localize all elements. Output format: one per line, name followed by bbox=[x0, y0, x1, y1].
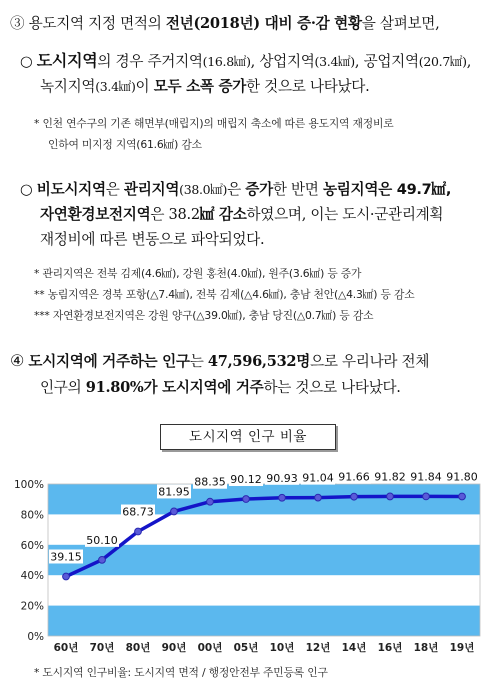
note2-text-1: 관리지역은 전북 김제(4.6㎢), 강원 홍천(4.0㎢), 원주(3.6㎢) 등 증가 bbox=[42, 267, 362, 280]
data-label-text: 91.82 bbox=[374, 470, 406, 484]
urban-text-4: , bbox=[466, 53, 472, 70]
urban-line-2 bbox=[40, 75, 369, 96]
note2-line-1 bbox=[34, 266, 361, 281]
section3-marker: ③ bbox=[10, 15, 25, 32]
section4-line-2 bbox=[40, 376, 401, 397]
section4-bold-1: 도시지역에 거주하는 인구 bbox=[28, 353, 190, 370]
data-label-text: 91.84 bbox=[410, 470, 442, 484]
data-label bbox=[409, 469, 443, 483]
note2-line-3 bbox=[34, 308, 373, 323]
x-axis bbox=[54, 641, 475, 654]
data-label bbox=[49, 549, 83, 563]
y-axis bbox=[14, 479, 44, 643]
nonurban-decrease: ㎢ 감소 bbox=[199, 206, 247, 223]
data-label bbox=[157, 484, 191, 498]
data-label-text: 39.15 bbox=[50, 550, 82, 564]
section4-population: 47,596,532명 bbox=[207, 353, 311, 370]
data-label bbox=[121, 505, 155, 519]
note2-text-3: 자연환경보전지역은 강원 양구(△39.0㎢), 충남 당진(△0.7㎢) 등 감소 bbox=[52, 309, 374, 322]
data-point bbox=[243, 496, 250, 503]
nonurban-increase: 증가 bbox=[245, 181, 273, 198]
section3-text: 용도지역 지정 면적의 bbox=[28, 15, 166, 32]
chart-title: 도시지역 인구 비율 bbox=[160, 424, 336, 450]
data-point bbox=[135, 528, 142, 535]
data-label bbox=[445, 469, 479, 483]
urban-bullet: ○ bbox=[20, 53, 33, 70]
y-tick-label: 60% bbox=[20, 539, 44, 552]
data-label-text: 91.04 bbox=[302, 471, 334, 485]
nonurban-nature: 자연환경보전지역 bbox=[40, 206, 151, 223]
data-point bbox=[459, 493, 466, 500]
y-tick-label: 100% bbox=[13, 479, 44, 491]
nonurban-text-6: 재정비에 따른 변동으로 파악되었다. bbox=[40, 231, 265, 248]
nonurban-line-3 bbox=[40, 228, 264, 249]
band-2 bbox=[48, 606, 480, 636]
x-tick-label: 05년 bbox=[233, 642, 259, 654]
note2-mark-1: * bbox=[34, 267, 40, 280]
x-tick-label: 18년 bbox=[413, 642, 439, 654]
data-label bbox=[265, 471, 299, 485]
urban-line-1 bbox=[20, 48, 471, 71]
nonurban-text-4: 은 38.2 bbox=[150, 206, 200, 223]
x-tick-label: 16년 bbox=[377, 642, 403, 654]
data-label bbox=[337, 470, 371, 484]
urban-text-2: , 상업지역 bbox=[250, 53, 315, 70]
section4-text-4: 하는 것으로 나타났다. bbox=[263, 379, 401, 396]
x-tick-label: 00년 bbox=[197, 642, 223, 654]
chart-bands bbox=[48, 484, 480, 636]
y-tick-label: 20% bbox=[20, 600, 44, 613]
x-tick-label: 14년 bbox=[341, 642, 367, 654]
data-label-text: 91.66 bbox=[338, 470, 370, 484]
data-point bbox=[63, 573, 70, 580]
note1-line-2 bbox=[48, 137, 202, 152]
data-point bbox=[207, 498, 214, 505]
section4-text-2: 으로 우리나라 전체 bbox=[310, 353, 430, 370]
x-tick-label: 10년 bbox=[269, 642, 295, 654]
data-label bbox=[229, 472, 263, 486]
nonurban-value-management: (38.0㎢) bbox=[179, 182, 228, 197]
urban-text-7: 한 것으로 나타났다. bbox=[246, 78, 370, 95]
section4-marker: ④ bbox=[10, 351, 25, 370]
section4-text-1: 는 bbox=[189, 353, 208, 370]
y-tick-label: 40% bbox=[20, 570, 44, 583]
data-label-text: 68.73 bbox=[122, 505, 154, 519]
data-label bbox=[85, 533, 119, 547]
x-tick-label: 12년 bbox=[305, 642, 331, 654]
section3-bold: 전년(2018년) 대비 증·감 현황 bbox=[165, 15, 362, 32]
data-label-text: 90.12 bbox=[230, 473, 262, 487]
nonurban-agri: 농림지역은 49.7㎢, bbox=[322, 181, 452, 198]
urban-text-3: , 공업지역 bbox=[354, 53, 419, 70]
urban-value-green: (3.4㎢) bbox=[95, 79, 136, 94]
nonurban-text-1: 은 bbox=[105, 181, 124, 198]
section4-text-3: 인구의 bbox=[40, 379, 86, 396]
y-tick-label: 80% bbox=[20, 509, 44, 522]
section4-line-1 bbox=[10, 350, 429, 371]
section3-line bbox=[10, 12, 439, 33]
x-tick-label: 19년 bbox=[449, 642, 475, 654]
urban-text-1: 의 경우 주거지역 bbox=[97, 53, 203, 70]
chart-footnote: * 도시지역 인구비율: 도시지역 면적 / 행정안전부 주민등록 인구 bbox=[34, 666, 328, 679]
note1-text-1: 인천 연수구의 기존 해면부(매립지)의 매립지 축소에 따른 용도지역 재정비로 bbox=[42, 117, 394, 130]
data-label-text: 50.10 bbox=[86, 533, 118, 547]
section4-bold-3: 91.80%가 도시지역에 거주 bbox=[85, 379, 264, 396]
nonurban-title: 비도시지역 bbox=[36, 181, 106, 198]
nonurban-bullet: ○ bbox=[20, 181, 33, 198]
data-point bbox=[171, 508, 178, 515]
x-tick-label: 80년 bbox=[125, 642, 151, 654]
data-point bbox=[99, 556, 106, 563]
note1-line-1 bbox=[34, 116, 393, 131]
section3-post: 을 살펴보면, bbox=[361, 15, 440, 32]
urban-population-chart bbox=[0, 468, 498, 658]
x-tick-label: 70년 bbox=[89, 642, 115, 654]
data-point bbox=[423, 493, 430, 500]
note2-mark-2: ** bbox=[34, 288, 45, 301]
data-label bbox=[373, 469, 407, 483]
data-point bbox=[315, 494, 322, 501]
note1-mark: * bbox=[34, 117, 40, 130]
nonurban-line-1 bbox=[20, 178, 451, 199]
data-label bbox=[301, 471, 335, 485]
urban-value-residential: (16.8㎢) bbox=[202, 54, 251, 69]
nonurban-text-5: 하였으며, 이는 도시·군관리계획 bbox=[246, 206, 444, 223]
data-point bbox=[387, 493, 394, 500]
nonurban-text-3: 한 반면 bbox=[272, 181, 323, 198]
data-point bbox=[279, 494, 286, 501]
note1-text-2: 인하여 미지정 지역(61.6㎢) 감소 bbox=[48, 138, 202, 151]
nonurban-management: 관리지역 bbox=[123, 181, 180, 198]
data-label bbox=[193, 475, 227, 489]
urban-value-commercial: (3.4㎢) bbox=[314, 54, 355, 69]
note2-mark-3: *** bbox=[34, 309, 50, 322]
note2-text-2: 농림지역은 경북 포항(△7.4㎢), 전북 김제(△4.6㎢), 충남 천안(△4.3㎢) 등 감소 bbox=[47, 288, 415, 301]
x-tick-label: 60년 bbox=[53, 642, 79, 654]
note2-line-2 bbox=[34, 287, 414, 302]
data-point bbox=[351, 493, 358, 500]
urban-value-industrial: (20.7㎢) bbox=[418, 54, 467, 69]
urban-text-5: 녹지지역 bbox=[40, 78, 96, 95]
y-tick-label: 0% bbox=[27, 631, 44, 643]
nonurban-line-2 bbox=[40, 203, 443, 224]
data-label-text: 91.80 bbox=[446, 470, 478, 484]
urban-bold-increase: 모두 소폭 증가 bbox=[153, 78, 247, 95]
urban-title: 도시지역 bbox=[36, 51, 98, 70]
x-tick-label: 90년 bbox=[161, 642, 187, 654]
urban-text-6: 이 bbox=[135, 78, 154, 95]
nonurban-text-2: 은 bbox=[227, 181, 246, 198]
data-label-text: 81.95 bbox=[158, 485, 190, 499]
data-label-text: 90.93 bbox=[266, 471, 298, 485]
data-label-text: 88.35 bbox=[194, 475, 226, 489]
